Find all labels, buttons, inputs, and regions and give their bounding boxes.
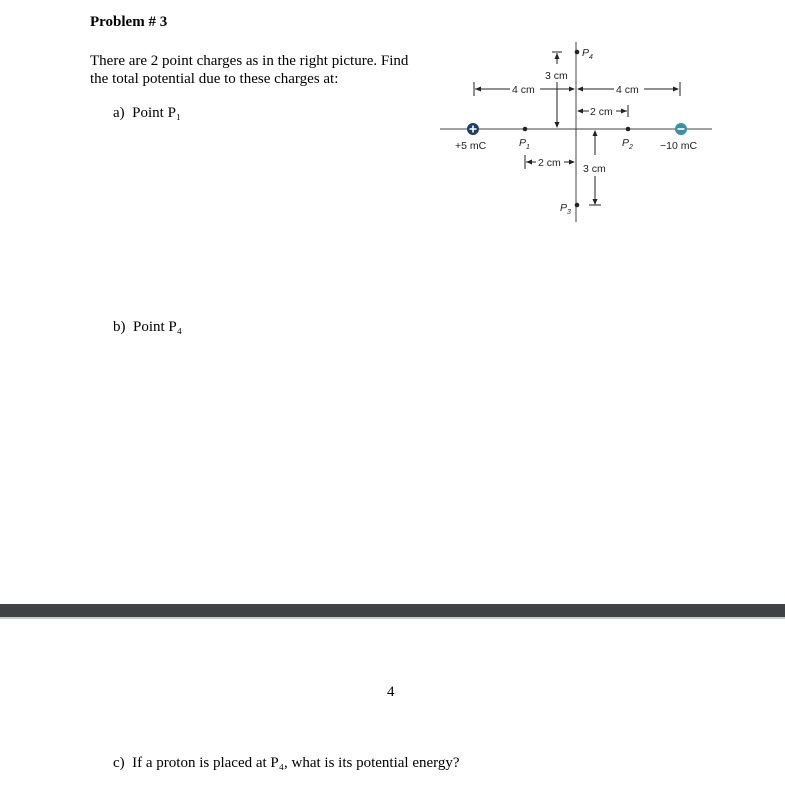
question-c: c) If a proton is placed at P₄, what is its potential energy? — [113, 755, 460, 771]
point-p2-dot — [626, 127, 631, 132]
statement-line-2: the total potential due to these charges at: — [90, 71, 339, 87]
dim-top-3cm: 3 cm — [545, 70, 568, 82]
point-p4-label: $P_4$ — [582, 47, 593, 61]
dim-lower-3cm: 3 cm — [583, 163, 606, 175]
question-b: b) Point P₄ — [113, 319, 182, 335]
point-p3-label: $P_3$ — [560, 202, 571, 216]
charge-diagram — [0, 0, 785, 240]
question-a: a) Point P₁ — [113, 105, 182, 121]
problem-title: Problem # 3 — [90, 14, 168, 30]
charge-right-label: −10 mC — [660, 140, 698, 152]
page-break-bar — [0, 604, 785, 617]
positive-charge — [467, 123, 479, 135]
page-break-shadow — [0, 617, 785, 619]
charge-left-label: +5 mC — [455, 140, 487, 152]
point-p2-label: $P_2$ — [622, 137, 633, 151]
point-p4-dot — [575, 50, 580, 55]
negative-charge — [675, 123, 687, 135]
statement-line-1: There are 2 point charges as in the right picture. Find — [90, 53, 409, 69]
dim-left-4cm: 4 cm — [512, 84, 535, 96]
dim-upper-2cm: 2 cm — [590, 106, 613, 118]
point-p1-label: $P_1$ — [519, 137, 530, 151]
point-p1-dot — [523, 127, 528, 132]
point-p3-dot — [575, 203, 580, 208]
dim-lower-2cm: 2 cm — [538, 157, 561, 169]
dim-right-4cm: 4 cm — [616, 84, 639, 96]
page-number: 4 — [387, 684, 395, 700]
